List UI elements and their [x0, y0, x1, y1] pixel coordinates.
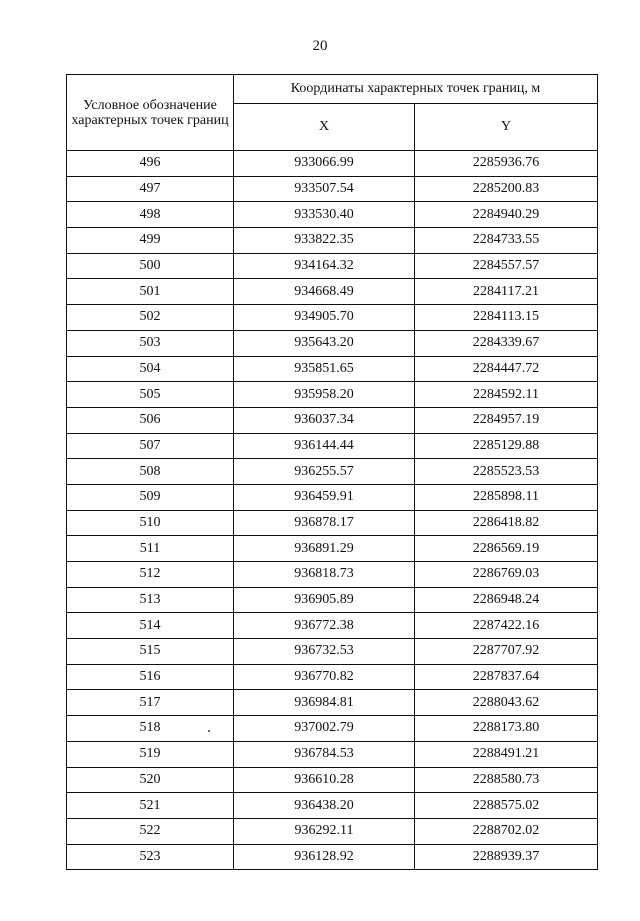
table-row [67, 844, 598, 870]
cell-y: 2286769.03 [415, 562, 598, 588]
header-y: Y [415, 104, 598, 151]
table-row [67, 664, 598, 690]
table-row [67, 330, 598, 356]
cell-point-id: 499 [67, 228, 234, 254]
cell-y: 2284592.11 [415, 382, 598, 408]
cell-point-id: 497 [67, 176, 234, 202]
table-row [67, 716, 598, 742]
cell-x: 934905.70 [234, 305, 415, 331]
cell-x: 936732.53 [234, 639, 415, 665]
cell-x: 935958.20 [234, 382, 415, 408]
cell-point-id: 500 [67, 253, 234, 279]
table-row [67, 279, 598, 305]
cell-x: 936144.44 [234, 433, 415, 459]
header-point-designation: Условное обозначение характерных точек границ [67, 75, 234, 151]
table-row [67, 305, 598, 331]
cell-point-id: 511 [67, 536, 234, 562]
cell-y: 2284339.67 [415, 330, 598, 356]
table-row [67, 382, 598, 408]
cell-point-id: 512 [67, 562, 234, 588]
table-row [67, 536, 598, 562]
cell-x: 933066.99 [234, 151, 415, 177]
cell-y: 2284117.21 [415, 279, 598, 305]
cell-x: 936128.92 [234, 844, 415, 870]
cell-x: 936784.53 [234, 741, 415, 767]
cell-y: 2286569.19 [415, 536, 598, 562]
cell-y: 2288580.73 [415, 767, 598, 793]
cell-y: 2284113.15 [415, 305, 598, 331]
cell-x: 936905.89 [234, 587, 415, 613]
cell-point-id: 496 [67, 151, 234, 177]
table-row [67, 433, 598, 459]
cell-point-id: 518 [67, 716, 234, 742]
cell-x: 936891.29 [234, 536, 415, 562]
cell-point-id: 498 [67, 202, 234, 228]
table-row [67, 484, 598, 510]
table-row [67, 793, 598, 819]
cell-y: 2285936.76 [415, 151, 598, 177]
cell-x: 936770.82 [234, 664, 415, 690]
cell-point-id: 503 [67, 330, 234, 356]
cell-point-id: 514 [67, 613, 234, 639]
table-row [67, 202, 598, 228]
cell-y: 2286948.24 [415, 587, 598, 613]
cell-x: 933530.40 [234, 202, 415, 228]
cell-y: 2288043.62 [415, 690, 598, 716]
table-row [67, 741, 598, 767]
cell-point-id: 520 [67, 767, 234, 793]
scan-speck [208, 730, 210, 732]
cell-y: 2286418.82 [415, 510, 598, 536]
cell-y: 2288939.37 [415, 844, 598, 870]
cell-x: 935643.20 [234, 330, 415, 356]
cell-y: 2287837.64 [415, 664, 598, 690]
table-row [67, 510, 598, 536]
cell-x: 936438.20 [234, 793, 415, 819]
cell-point-id: 516 [67, 664, 234, 690]
cell-y: 2285200.83 [415, 176, 598, 202]
header-coordinates-group: Координаты характерных точек границ, м [234, 75, 598, 104]
table-row [67, 767, 598, 793]
cell-y: 2287707.92 [415, 639, 598, 665]
cell-point-id: 523 [67, 844, 234, 870]
cell-y: 2284557.57 [415, 253, 598, 279]
table-row [67, 613, 598, 639]
cell-point-id: 501 [67, 279, 234, 305]
table-header [67, 75, 598, 151]
table-row [67, 407, 598, 433]
cell-point-id: 519 [67, 741, 234, 767]
cell-y: 2288491.21 [415, 741, 598, 767]
table-row [67, 176, 598, 202]
cell-x: 936292.11 [234, 818, 415, 844]
cell-point-id: 515 [67, 639, 234, 665]
cell-y: 2284733.55 [415, 228, 598, 254]
cell-point-id: 502 [67, 305, 234, 331]
cell-point-id: 510 [67, 510, 234, 536]
cell-x: 934668.49 [234, 279, 415, 305]
table-row [67, 639, 598, 665]
cell-point-id: 508 [67, 459, 234, 485]
cell-x: 936984.81 [234, 690, 415, 716]
cell-y: 2284447.72 [415, 356, 598, 382]
cell-x: 936878.17 [234, 510, 415, 536]
cell-x: 935851.65 [234, 356, 415, 382]
page-number: 20 [312, 38, 328, 54]
table-row [67, 459, 598, 485]
cell-y: 2284940.29 [415, 202, 598, 228]
cell-point-id: 509 [67, 484, 234, 510]
cell-point-id: 517 [67, 690, 234, 716]
cell-x: 937002.79 [234, 716, 415, 742]
cell-point-id: 505 [67, 382, 234, 408]
cell-point-id: 507 [67, 433, 234, 459]
table-row [67, 818, 598, 844]
cell-point-id: 521 [67, 793, 234, 819]
cell-y: 2287422.16 [415, 613, 598, 639]
header-x: X [234, 104, 415, 151]
cell-y: 2288173.80 [415, 716, 598, 742]
cell-x: 933822.35 [234, 228, 415, 254]
table-row [67, 253, 598, 279]
table-row [67, 356, 598, 382]
cell-point-id: 513 [67, 587, 234, 613]
cell-x: 934164.32 [234, 253, 415, 279]
coordinates-table [66, 74, 598, 870]
cell-point-id: 504 [67, 356, 234, 382]
table-body [67, 151, 598, 870]
cell-point-id: 522 [67, 818, 234, 844]
cell-x: 936772.38 [234, 613, 415, 639]
cell-x: 936610.28 [234, 767, 415, 793]
cell-y: 2288575.02 [415, 793, 598, 819]
cell-y: 2288702.02 [415, 818, 598, 844]
cell-y: 2284957.19 [415, 407, 598, 433]
table-row [67, 151, 598, 177]
table-row [67, 562, 598, 588]
table-row [67, 587, 598, 613]
cell-x: 933507.54 [234, 176, 415, 202]
cell-x: 936459.91 [234, 484, 415, 510]
cell-point-id: 506 [67, 407, 234, 433]
cell-y: 2285898.11 [415, 484, 598, 510]
cell-x: 936255.57 [234, 459, 415, 485]
table-row [67, 228, 598, 254]
cell-y: 2285129.88 [415, 433, 598, 459]
cell-x: 936818.73 [234, 562, 415, 588]
table-row [67, 690, 598, 716]
cell-x: 936037.34 [234, 407, 415, 433]
cell-y: 2285523.53 [415, 459, 598, 485]
